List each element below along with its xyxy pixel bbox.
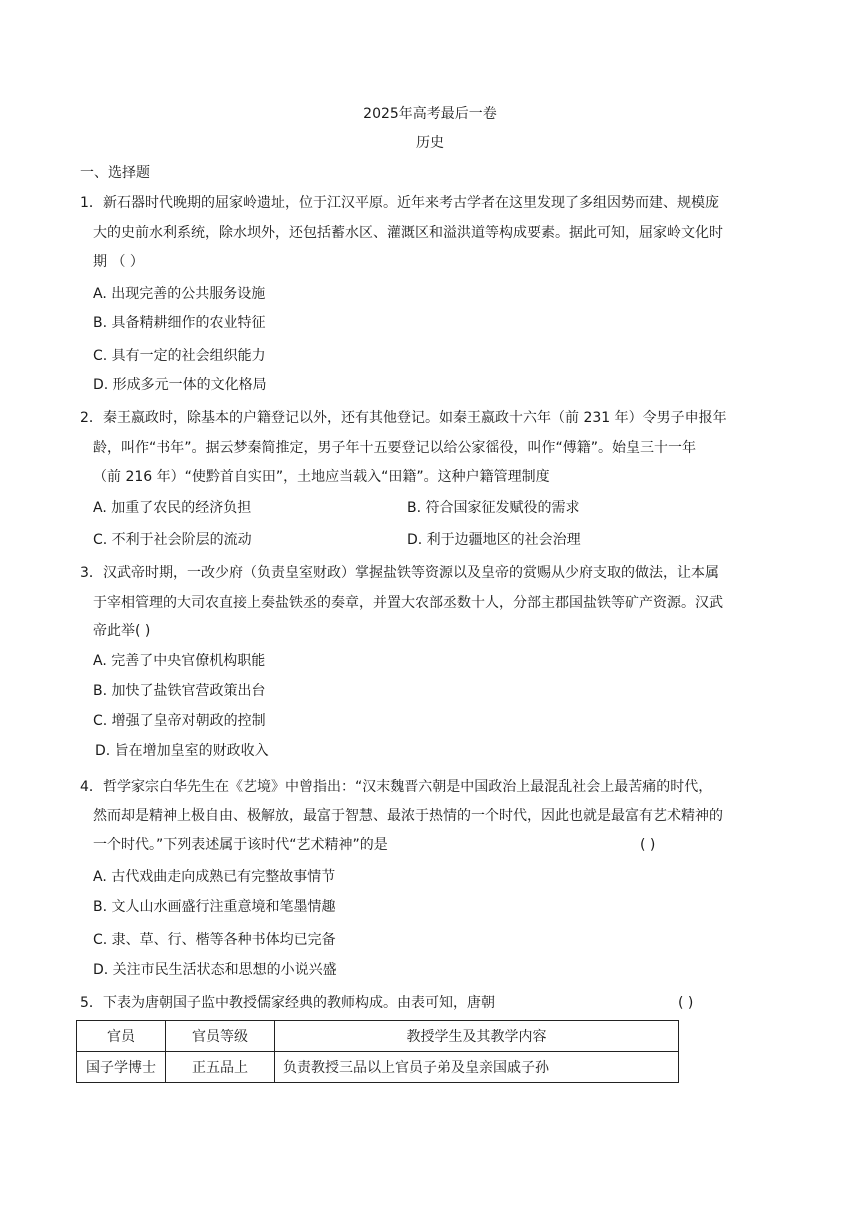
table-header-cell: 官员	[77, 1021, 166, 1052]
option-b: B. 文人山水画盛行注重意境和笔墨情趣	[93, 899, 336, 915]
option-a: A. 古代戏曲走向成熟已有完整故事情节	[93, 869, 336, 885]
question-number: 3．	[80, 565, 103, 581]
question-number: 4．	[80, 779, 103, 795]
option-c: C. 隶、草、行、楷等各种书体均已完备	[93, 932, 336, 948]
question-text-line: 于宰相管理的大司农直接上奏盐铁丞的奏章，并置大农部丞数十人，分部主郡国盐铁等矿产资源。汉武	[93, 595, 723, 611]
question-text-line: 下表为唐朝国子监中教授儒家经典的教师构成。由表可知，唐朝	[103, 995, 495, 1011]
option-b: B. 符合国家征发赋役的需求	[407, 500, 580, 516]
question-text-line: 期 （ ）	[93, 254, 144, 270]
question-text-line: 秦王嬴政时，除基本的户籍登记以外，还有其他登记。如秦王嬴政十六年（前 231 年）令男子申报年	[103, 410, 727, 426]
option-a: A. 加重了农民的经济负担	[93, 500, 252, 516]
question-text-line: 龄，叫作“书年”。据云梦秦简推定，男子年十五要登记以给公家徭役，叫作“傅籍”。始皇三十一年	[93, 440, 697, 456]
exam-title: 2025年高考最后一卷	[363, 106, 497, 122]
question-number: 1．	[80, 195, 103, 211]
question-text-line: （前 216 年）“使黔首自实田”，土地应当载入“田籍”。这种户籍管理制度	[93, 469, 550, 485]
section-heading: 一、选择题	[80, 165, 150, 181]
option-c: C. 不利于社会阶层的流动	[93, 532, 252, 548]
table-cell: 国子学博士	[77, 1052, 166, 1083]
question-text-line: 一个时代。”下列表述属于该时代“艺术精神”的是	[93, 837, 388, 853]
table-cell: 负责教授三品以上官员子弟及皇亲国戚子孙	[275, 1052, 679, 1083]
question-number: 5．	[80, 995, 103, 1011]
question-text-line: 汉武帝时期，一改少府（负责皇室财政）掌握盐铁等资源以及皇帝的赏赐从少府支取的做法，让本属	[103, 565, 719, 581]
option-a: A. 出现完善的公共服务设施	[93, 286, 266, 302]
table-header-cell: 教授学生及其教学内容	[275, 1021, 679, 1052]
option-c: C. 具有一定的社会组织能力	[93, 348, 266, 364]
option-d: D. 关注市民生活状态和思想的小说兴盛	[93, 962, 337, 978]
option-d: D. 利于边疆地区的社会治理	[407, 532, 581, 548]
answer-parentheses: ( )	[640, 837, 656, 853]
table-row	[77, 1052, 679, 1083]
question-text-line: 大的史前水利系统，除水坝外，还包括蓄水区、灌溉区和溢洪道等构成要素。据此可知，屈家岭文化时	[93, 225, 723, 241]
table-header-cell: 官员等级	[166, 1021, 275, 1052]
option-d: D. 形成多元一体的文化格局	[93, 377, 267, 393]
option-a: A. 完善了中央官僚机构职能	[93, 653, 266, 669]
question-text-line: 帝此举( )	[93, 623, 151, 639]
table-header-row	[77, 1021, 679, 1052]
option-b: B. 具备精耕细作的农业特征	[93, 315, 266, 331]
answer-parentheses: ( )	[678, 995, 694, 1011]
question-text-line: 新石器时代晚期的屈家岭遗址，位于江汉平原。近年来考古学者在这里发现了多组因势而建、规模庞	[103, 195, 719, 211]
teacher-composition-table	[76, 1020, 679, 1083]
option-b: B. 加快了盐铁官营政策出台	[93, 683, 266, 699]
question-text-line: 哲学家宗白华先生在《艺境》中曾指出：“汉末魏晋六朝是中国政治上最混乱社会上最苦痛的时代，	[103, 779, 713, 795]
option-d: D. 旨在增加皇室的财政收入	[95, 743, 269, 759]
option-c: C. 增强了皇帝对朝政的控制	[93, 713, 266, 729]
question-text-line: 然而却是精神上极自由、极解放，最富于智慧、最浓于热情的一个时代，因此也就是最富有艺术精神的	[93, 808, 723, 824]
table-cell: 正五品上	[166, 1052, 275, 1083]
exam-subject: 历史	[416, 135, 444, 151]
question-number: 2．	[80, 410, 103, 426]
